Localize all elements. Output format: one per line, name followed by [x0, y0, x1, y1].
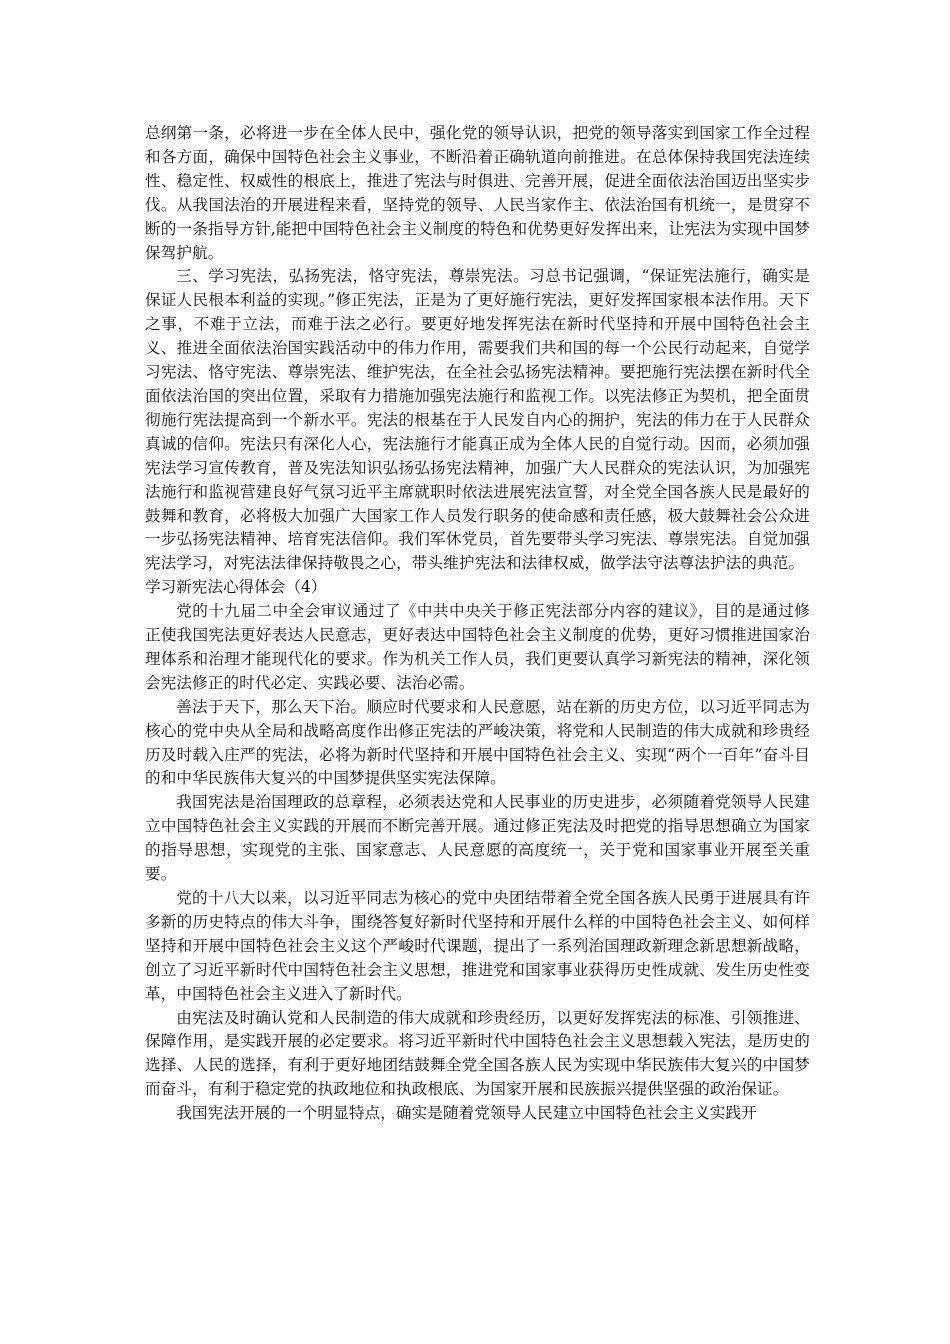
paragraph-general-charter: 我国宪法是治国理政的总章程，必须表达党和人民事业的历史进步，必须随着党领导人民建立中国特色社会主义实践的开展而不断完善开展。通过修正宪法及时把党的指导思想确立为国家的指导思想，实现党的主张、国家意志、人民意愿的高度统一，关于党和国家事业开展至关重要。: [145, 793, 810, 884]
section-heading: 学习新宪法心得体会（4）: [145, 578, 327, 597]
paragraph-good-law: 善法于天下，那么天下治。顺应时代要求和人民意愿，站在新的历史方位，以习近平同志为核心的党中央从全局和战略高度作出修正宪法的严峻决策，将党和人民制造的伟大成就和珍贵经历及时载入庄严的宪法，必将为新时代坚持和开展中国特色社会主义、实现“两个一百年”奋斗目的和中华民族伟大复兴的中国梦提供坚实宪法保障。: [145, 697, 810, 788]
paragraph-learn-constitution: 三、学习宪法，弘扬宪法，恪守宪法，尊崇宪法。习总书记强调，“保证宪法施行，确实是保证人民根本利益的实现。”修正宪法，正是为了更好施行宪法，更好发挥国家根本法作用。天下之事，不难于立法，而难于法之必行。要更好地发挥宪法在新时代坚持和开展中国特色社会主义、推进全面依法治国实践活动中的伟力作用，需要我们共和国的每一个公民行动起来，自觉学习宪法、恪守宪法、尊崇宪法、维护宪法，在全社会弘扬宪法精神。要把施行宪法摆在新时代全面依法治国的突出位置，采取有力措施加强宪法施行和监视工作。以宪法修正为契机，把全面贯彻施行宪法提高到一个新水平。宪法的根基在于人民发自内心的拥护，宪法的伟力在于人民群众真诚的信仰。宪法只有深化人心，宪法施行才能真正成为全体人民的自觉行动。因而，必须加强宪法学习宣传教育，普及宪法知识弘扬弘扬宪法精神，加强广大人民群众的宪法认识，为加强宪法施行和监视营建良好气氛习近平主席就职时依法进展宪法宣誓，对全党全国各族人民是最好的鼓舞和教育，必将极大加强广大国家工作人员发行职务的使命感和责任感，极大鼓舞社会公众进一步弘扬宪法精神、培育宪法信仰。我们军休党员，首先要带头学习宪法、尊崇宪法。自觉加强宪法学习，对宪法法律保持敬畏之心，带头维护宪法和法律权威，做学法守法尊法护法的典范。: [145, 267, 810, 573]
paragraph-plenary-session: 党的十九届二中全会审议通过了《中共中央关于修正宪法部分内容的建议》，目的是通过修正使我国宪法更好表达人民意志，更好表达中国特色社会主义制度的优势，更好习惯推进国家治理体系和治理才能现代化的要求。作为机关工作人员，我们更要认真学习新宪法的精神，深化领会宪法修正的时代必定、实践必要、法治必需。: [145, 602, 810, 692]
paragraph-confirm-achievements: 由宪法及时确认党和人民制造的伟大成就和珍贵经历，以更好发挥宪法的标准、引领推进、保障作用，是实践开展的必定要求。将习近平新时代中国特色社会主义思想载入宪法，是历史的选择、人民的选择，有利于更好地团结鼓舞全党全国各族人民为实现中华民族伟大复兴的中国梦而奋斗，有利于稳定党的执政地位和执政根底、为国家开展和民族振兴提供坚强的政治保证。: [145, 1008, 810, 1099]
paragraph-eighteenth-congress: 党的十八大以来，以习近平同志为核心的党中央团结带着全党全国各族人民勇于进展具有许多新的历史特点的伟大斗争，围绕答复好新时代坚持和开展什么样的中国特色社会主义、如何样坚持和开展中国特色社会主义这个严峻时代课题，提出了一系列治国理政新理念新思想新战略，创立了习近平新时代中国特色社会主义思想，推进党和国家事业获得历史性成就、发生历史性变革，中国特色社会主义进入了新时代。: [145, 889, 810, 1003]
paragraph-continuation: 总纲第一条，必将进一步在全体人民中，强化党的领导认识，把党的领导落实到国家工作全过程和各方面，确保中国特色社会主义事业，不断沿着正确轨道向前推进。在总体保持我国宪法连续性、稳定性、权威性的根底上，推进了宪法与时俱进、完善开展，促进全面依法治国迈出坚实步伐。从我国法治的开展进程来看，坚持党的领导、人民当家作主、依法治国有机统一，是贯穿不断的一条指导方针,能把中国特色社会主义制度的特色和优势更好发挥出来，让宪法为实现中国梦保驾护航。: [145, 124, 810, 262]
paragraph-constitution-feature: 我国宪法开展的一个明显特点，确实是随着党领导人民建立中国特色社会主义实践开: [176, 1104, 757, 1123]
document-body: [145, 122, 810, 1126]
